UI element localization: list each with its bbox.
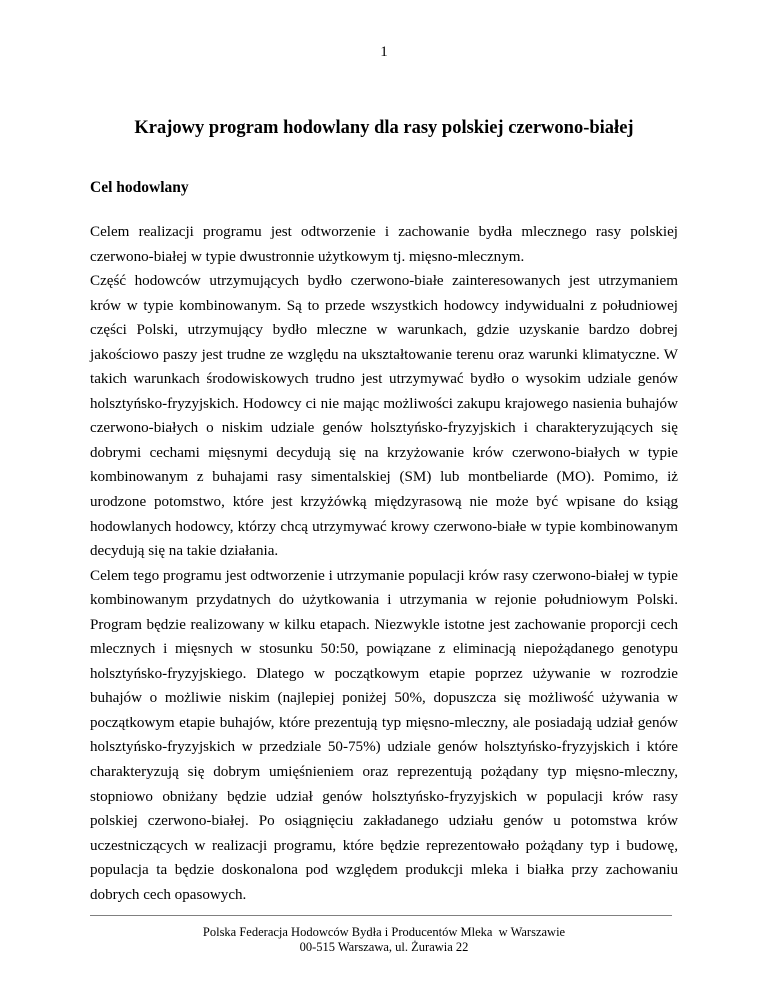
paragraph-breeders: Część hodowców utrzymujących bydło czerwono-białe zainteresowanych jest utrzymaniem krów w typie kombinowanym. Są to przede wszystkich hodowcy indywidualni z południowej części Polski, utrzymujący bydło mleczne w warunkach, gdzie uzyskanie bardzo dobrej jakościowo paszy jest trudne ze względu na ukształtowanie terenu oraz warunki klimatyczne. W takich warunkach środowiskowych trudno jest utrzymywać bydło o wysokim udziale genów holsztyńsko-fryzyjskich. Hodowcy ci nie mając możliwości zakupu krajowego nasienia buhajów czerwono-białych o niskim udziale genów holsztyńsko-fryzyjskich i charakteryzujących się dobrymi cechami mięsnymi decydują się na krzyżowanie krów czerwono-białych w typie kombinowanym z buhajami rasy simentalskiej (SM) lub montbeliarde (MO). Pomimo, iż urodzone potomstwo, które jest krzyżówką międzyrasową nie może być wpisane do ksiąg hodowlanych hodowcy, którzy chcą utrzymywać krowy czerwono-białe w typie kombinowanym decydują się na takie działania. <box>90 273 678 560</box>
body-text <box>90 220 678 907</box>
page-footer <box>0 925 768 955</box>
paragraph-program: Celem tego programu jest odtworzenie i utrzymanie populacji krów rasy czerwono-białej w typie kombinowanym przydatnych do użytkowania i utrzymania w rejonie południowym Polski. Program będzie realizowany w kilku etapach. Niezwykle istotne jest zachowanie proporcji cech mlecznych i mięsnych w stosunku 50:50, powiązane z eliminacją niepożądanego genotypu holsztyńsko-fryzyjskiego. Dlatego w początkowym etapie poprzez używanie w rozrodzie buhajów o możliwie niskim (najlepiej poniżej 50%, dopuszcza się możliwość używania w początkowym etapie buhajów, które prezentują typ mięsno-mleczny, ale posiadają udział genów holsztyńsko-fryzyjskich w przedziale 50-75%) udziale genów holsztyńsko-fryzyjskich i które charakteryzują się dobrym umięśnieniem oraz reprezentują pożądany typ mięsno-mleczny, stopniowo obniżany będzie udział genów holsztyńsko-fryzyjskich w populacji krów rasy polskiej czerwono-białej. Po osiągnięciu zakładanego udziału genów u potomstwa krów uczestniczących w realizacji programu, które będzie reprezentowało pożądany typ i budowę, populacja ta będzie doskonalona pod względem produkcji mleka i białka przy zachowaniu dobrych cech opasowych. <box>90 567 678 903</box>
footer-divider <box>90 915 672 916</box>
paragraph-goal: Celem realizacji programu jest odtworzenie i zachowanie bydła mlecznego rasy polskiej czerwono-białej w typie dwustronnie użytkowym tj. mięsno-mlecznym. <box>90 224 678 265</box>
page-number: 1 <box>380 44 388 60</box>
footer-organization: Polska Federacja Hodowców Bydła i Producentów Mleka w Warszawie <box>202 925 566 939</box>
document-title: Krajowy program hodowlany dla rasy polskiej czerwono-białej <box>134 118 634 138</box>
footer-address: 00-515 Warszawa, ul. Żurawia 22 <box>299 940 469 954</box>
section-heading: Cel hodowlany <box>90 179 189 196</box>
